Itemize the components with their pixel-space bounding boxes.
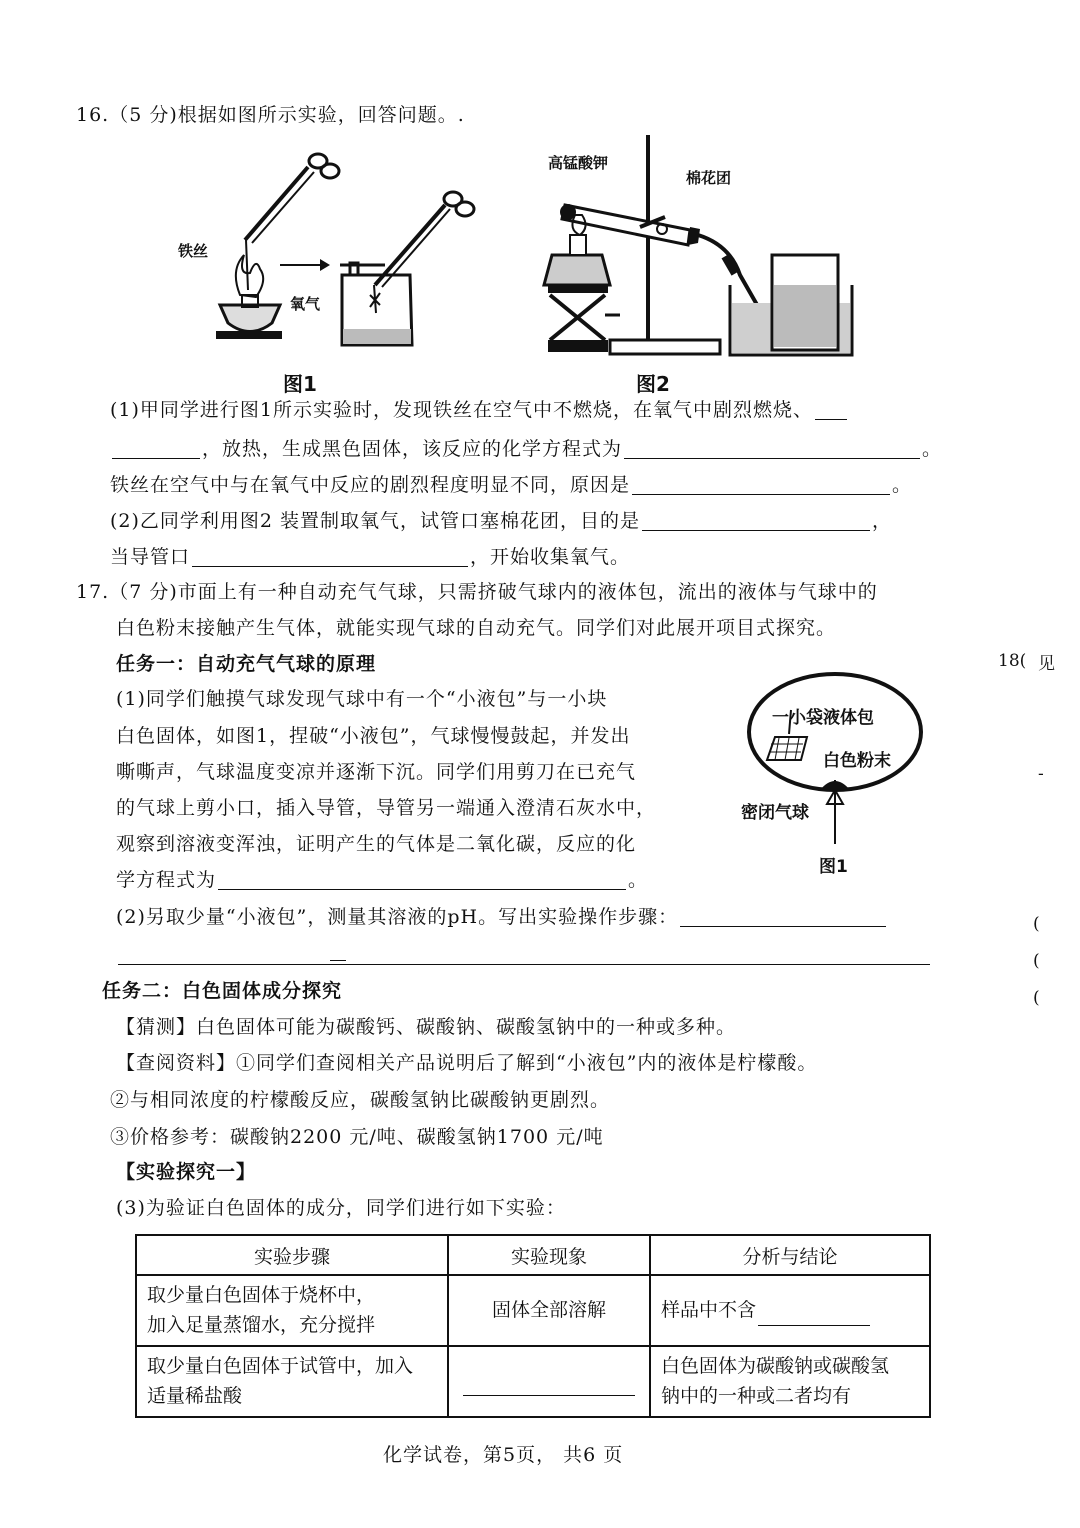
table-header: 分析与结论 [650,1235,930,1275]
period: 。 [892,474,913,496]
fig1-label-iron-wire: 铁丝 [178,242,209,260]
fig2-label-cotton: 棉花团 [686,169,732,187]
answer-blank[interactable] [192,548,468,567]
balloon-caption: 图1 [819,857,848,877]
q16-part2-line2 [110,548,630,567]
side-fragment-dash: - [1038,764,1044,784]
q17-header-line1: 17.（7 分)市面上有一种自动充气气球，只需挤破气球内的液体包，流出的液体与气球中的 [76,581,878,603]
fig1-caption: 图1 [283,372,317,396]
reference-line-2: ②与相同浓度的柠檬酸反应，碳酸氢钠比碳酸钠更剧烈。 [110,1089,611,1111]
period: 。 [628,869,649,891]
q17-part1-last-text: 学方程式为 [116,869,217,891]
cell-text: 白色固体为碳酸钠或碳酸氢 [661,1354,890,1377]
q16-part2-line1 [110,512,892,531]
table-cell-phenomenon: 固体全部溶解 [448,1275,650,1346]
q17-part1-line: (1)同学们触摸气球发现气球中有一个“小液包”与一小块 [116,688,608,710]
task1-title: 任务一：自动充气气球的原理 [116,653,377,675]
balloon-figure [745,672,945,872]
side-fragment-18: 18( [998,651,1027,671]
answer-blank[interactable] [463,1377,635,1396]
page-footer: 化学试卷，第5页， 共6 页 [383,1444,624,1466]
comma: ， [872,510,893,532]
q16-part2-text: (2)乙同学利用图2 装置制取氧气，试管口塞棉花团，目的是 [110,510,641,532]
answer-blank[interactable] [758,1307,870,1326]
q16-part1-line3 [110,476,912,495]
cell-text: 取少量白色固体于试管中，加入 [147,1354,414,1377]
q17-header-line2: 白色粉末接触产生气体，就能实现气球的自动充气。同学们对此展开项目式探究。 [116,617,837,639]
q16-header: 16.（5 分)根据如图所示实验，回答问题。. [76,104,465,126]
cell-text: 钠中的一种或二者均有 [661,1385,852,1408]
q17-part3-line: (3)为验证白色固体的成分，同学们进行如下实验： [116,1197,566,1219]
experiment1-title: 【实验探究一】 [116,1161,257,1183]
fig2-label-kmno4: 高锰酸钾 [548,154,609,172]
q17-part1-last [116,871,648,890]
cell-text: 样品中不含 [661,1299,757,1322]
q17-part2-text: (2)另取少量“小液包”，测量其溶液的pH。写出实验操作步骤： [116,906,679,928]
table-cell-phenomenon[interactable] [448,1346,650,1417]
answer-blank[interactable] [632,476,890,495]
guess-line: 【猜测】白色固体可能为碳酸钙、碳酸钠、碳酸氢钠中的一种或多种。 [116,1016,737,1038]
cell-text: 适量稀盐酸 [147,1385,243,1408]
q16-part2-text2: 当导管口 [110,546,191,568]
side-fragment-paren: ( [1033,914,1040,934]
q17-part1-line: 嘶嘶声，气球温度变凉并逐渐下沉。同学们用剪刀在已充气 [116,761,637,783]
period: 。 [922,438,943,460]
table-cell-conclusion [650,1275,930,1346]
q16-part1-line2 [110,440,942,459]
answer-blank[interactable] [642,512,870,531]
table-header: 实验现象 [448,1235,650,1275]
q17-part1-line: 观察到溶液变浑浊，证明产生的气体是二氧化碳，反应的化 [116,833,637,855]
balloon-label-powder: 白色粉末 [823,751,891,771]
balloon-label-bag: 一小袋液体包 [772,708,874,728]
table-row [136,1275,930,1346]
answer-blank[interactable] [815,401,847,420]
cell-text: 加入足量蒸馏水，充分搅拌 [147,1314,376,1337]
task2-title: 任务二：白色固体成分探究 [102,980,343,1002]
q16-part1-text: (1)甲同学进行图1所示实验时，发现铁丝在空气中不燃烧，在氧气中剧烈燃烧、 [110,399,814,421]
side-fragment-paren: ( [1033,951,1040,971]
side-fragment-jian: 见 [1038,654,1055,674]
answer-blank[interactable] [112,440,200,459]
balloon-label-sealed: 密闭气球 [741,803,809,823]
q17-part2-line [116,908,888,927]
q16-part2-text3: ，开始收集氧气。 [470,546,631,568]
table-header: 实验步骤 [136,1235,448,1275]
table-cell-step [136,1275,448,1346]
q16-part1-text2: ，放热，生成黑色固体，该反应的化学方程式为 [202,438,623,460]
cell-text: 取少量白色固体于烧杯中， [147,1284,376,1306]
fig1-label-oxygen: 氧气 [290,295,321,313]
answer-blank-line[interactable] [118,964,930,965]
answer-blank[interactable] [680,908,886,927]
table-cell-conclusion [650,1346,930,1417]
answer-blank[interactable] [218,871,626,890]
q17-part1-line: 的气球上剪小口，插入导管，导管另一端通入澄清石灰水中， [116,797,657,819]
answer-blank[interactable] [624,440,920,459]
table-row [136,1346,930,1417]
short-mark [330,960,346,961]
fig2-caption: 图2 [636,372,670,396]
experiment-table [135,1234,931,1418]
q16-part1-line1 [110,401,849,420]
table-header-row [136,1235,930,1275]
reference-line-3: ③价格参考：碳酸钠2200 元/吨、碳酸氢钠1700 元/吨 [110,1126,604,1148]
q16-part1-text3: 铁丝在空气中与在氧气中反应的剧烈程度明显不同，原因是 [110,474,631,496]
figure-1-iron-wire-combustion [180,145,480,375]
reference-line-1: 【查阅资料】①同学们查阅相关产品说明后了解到“小液包”内的液体是柠檬酸。 [116,1052,818,1074]
side-fragment-paren: ( [1033,988,1040,1008]
q17-part1-line: 白色固体，如图1，捏破“小液包”，气球慢慢鼓起，并发出 [116,725,631,747]
table-cell-step [136,1346,448,1417]
